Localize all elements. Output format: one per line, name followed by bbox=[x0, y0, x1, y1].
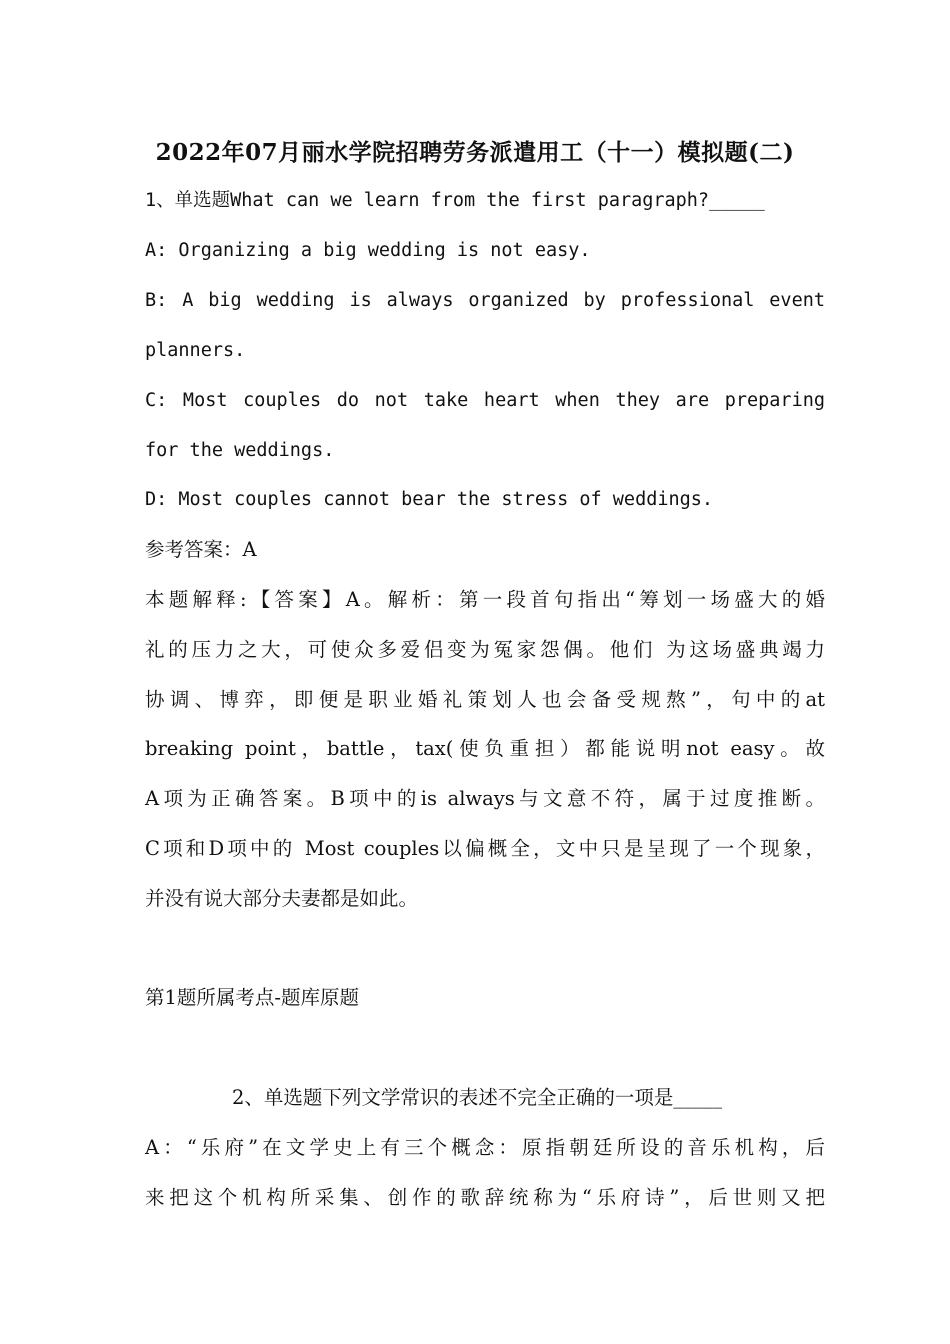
question-1-explanation-line: 协调、博弈，即便是职业婚礼策划人也会备受规熬”，句中的at bbox=[145, 688, 825, 711]
question-1-option-c-line-1: C: Most couples do not take heart when they are preparing bbox=[145, 390, 825, 411]
question-1-answer: 参考答案：A bbox=[145, 538, 257, 561]
question-1-explanation-line: 并没有说大部分夫妻都是如此。 bbox=[145, 887, 419, 910]
question-1-option-d: D: Most couples cannot bear the stress of weddings. bbox=[145, 489, 714, 510]
question-1-explanation-line: 本题解释:【答案】A。解析：第一段首句指出“筹划一场盛大的婚 bbox=[145, 588, 825, 611]
question-1-explanation-line: C项和D项中的 Most couples以偏概全，文中只是呈现了一个现象， bbox=[145, 837, 825, 860]
question-1-explanation-line: A项为正确答案。B项中的is always与文意不符，属于过度推断。 bbox=[145, 787, 825, 810]
question-1-option-b-line-2: planners. bbox=[145, 340, 246, 361]
question-1-explanation-line: breaking point，battle，tax(使负重担）都能说明not easy。故 bbox=[145, 737, 825, 760]
question-1-option-a: A: Organizing a big wedding is not easy. bbox=[145, 240, 591, 261]
question-1-option-c-line-2: for the weddings. bbox=[145, 440, 335, 461]
question-2-option-a-line: 来把这个机构所采集、创作的歌辞统称为“乐府诗”，后世则又把 bbox=[145, 1186, 825, 1209]
question-2-option-a-line: A：“乐府”在文学史上有三个概念：原指朝廷所设的音乐机构，后 bbox=[145, 1136, 825, 1159]
question-2-stem: 2、单选题下列文学常识的表述不完全正确的一项是_____ bbox=[232, 1086, 723, 1109]
question-1-explanation-line: 礼的压力之大，可使众多爱侣变为冤家怨偶。他们 为这场盛典竭力 bbox=[145, 638, 825, 661]
question-1-stem: 1、单选题What can we learn from the first paragraph?_____ bbox=[145, 190, 765, 211]
question-1-option-b-line-1: B: A big wedding is always organized by professional event bbox=[145, 290, 825, 311]
page-title: 2022年07月丽水学院招聘劳务派遣用工（十一）模拟题(二) bbox=[155, 139, 795, 166]
question-1-topic: 第1题所属考点-题库原题 bbox=[145, 986, 359, 1009]
